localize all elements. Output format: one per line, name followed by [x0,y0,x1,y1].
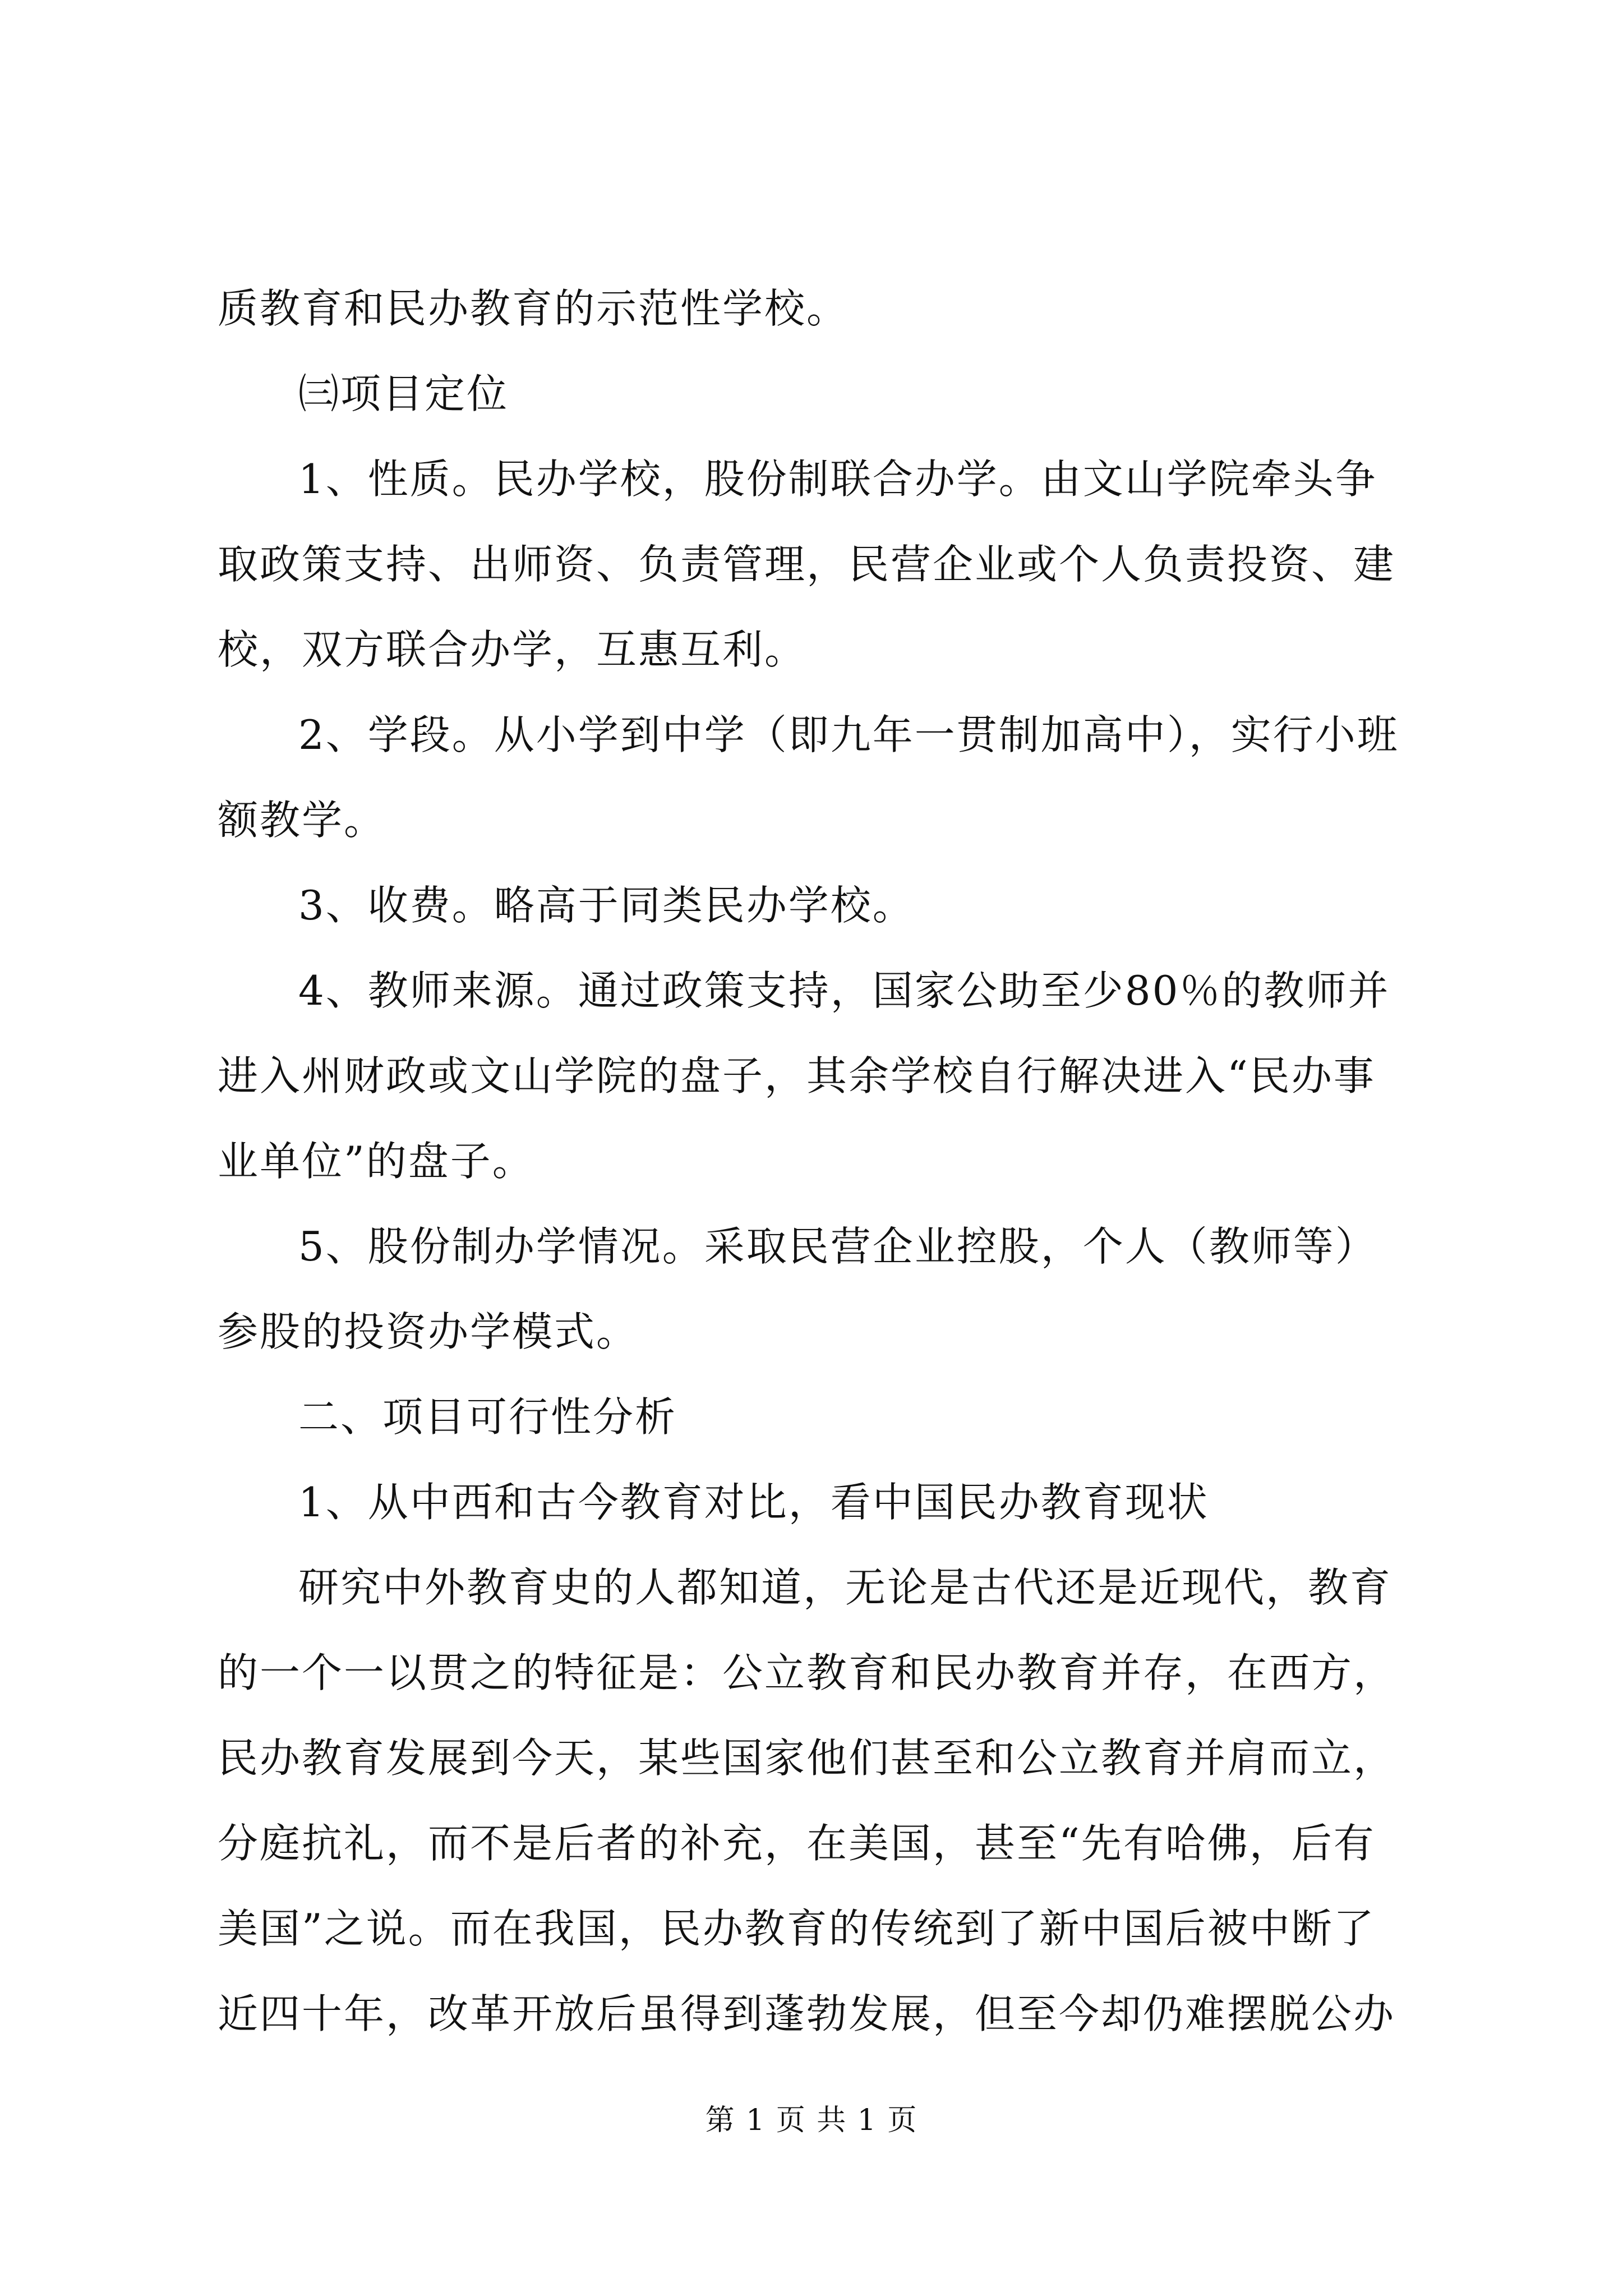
text-line: ㈢项目定位 [298,370,509,417]
text-line: 二、项目可行性分析 [298,1393,677,1441]
text-line: 进入州财政或文山学院的盘子，其余学校自行解决进入“民办事 [218,1052,1376,1099]
text-line: 近四十年，改革开放后虽得到蓬勃发展，但至今却仍难摆脱公办 [218,1990,1396,2037]
text-line: 参股的投资办学模式。 [218,1308,639,1355]
text-line: 2、学段。从小学到中学（即九年一贯制加高中），实行小班 [298,711,1399,758]
text-line: 3、收费。略高于同类民办学校。 [298,882,915,929]
text-line: 美国”之说。而在我国，民办教育的传统到了新中国后被中断了 [218,1905,1376,1952]
text-line: 民办教育发展到今天，某些国家他们甚至和公立教育并肩而立， [218,1734,1396,1782]
text-line: 的一个一以贯之的特征是：公立教育和民办教育并存，在西方， [218,1649,1396,1696]
text-line: 4、教师来源。通过政策支持，国家公助至少80％的教师并 [298,967,1390,1014]
page-number-label: 第 1 页 共 1 页 [705,2104,918,2137]
text-line: 校，双方联合办学，互惠互利。 [218,626,807,673]
text-line: 5、股份制办学情况。采取民营企业控股，个人（教师等） [298,1223,1377,1270]
text-line: 分庭抗礼，而不是后者的补充，在美国，甚至“先有哈佛，后有 [218,1820,1376,1867]
text-line: 研究中外教育史的人都知道，无论是古代还是近现代，教育 [298,1564,1393,1611]
document-body [218,266,1429,2056]
text-line: 业单位”的盘子。 [218,1138,534,1185]
text-line: 取政策支持、出师资、负责管理，民营企业或个人负责投资、建 [218,541,1396,588]
text-line: 1、性质。民办学校，股份制联合办学。由文山学院牵头争 [298,455,1377,503]
page-footer [0,2101,1623,2140]
text-line: 额教学。 [218,797,386,844]
text-line: 1、从中西和古今教育对比，看中国民办教育现状 [298,1479,1209,1526]
text-line: 质教育和民办教育的示范性学校。 [218,285,849,332]
